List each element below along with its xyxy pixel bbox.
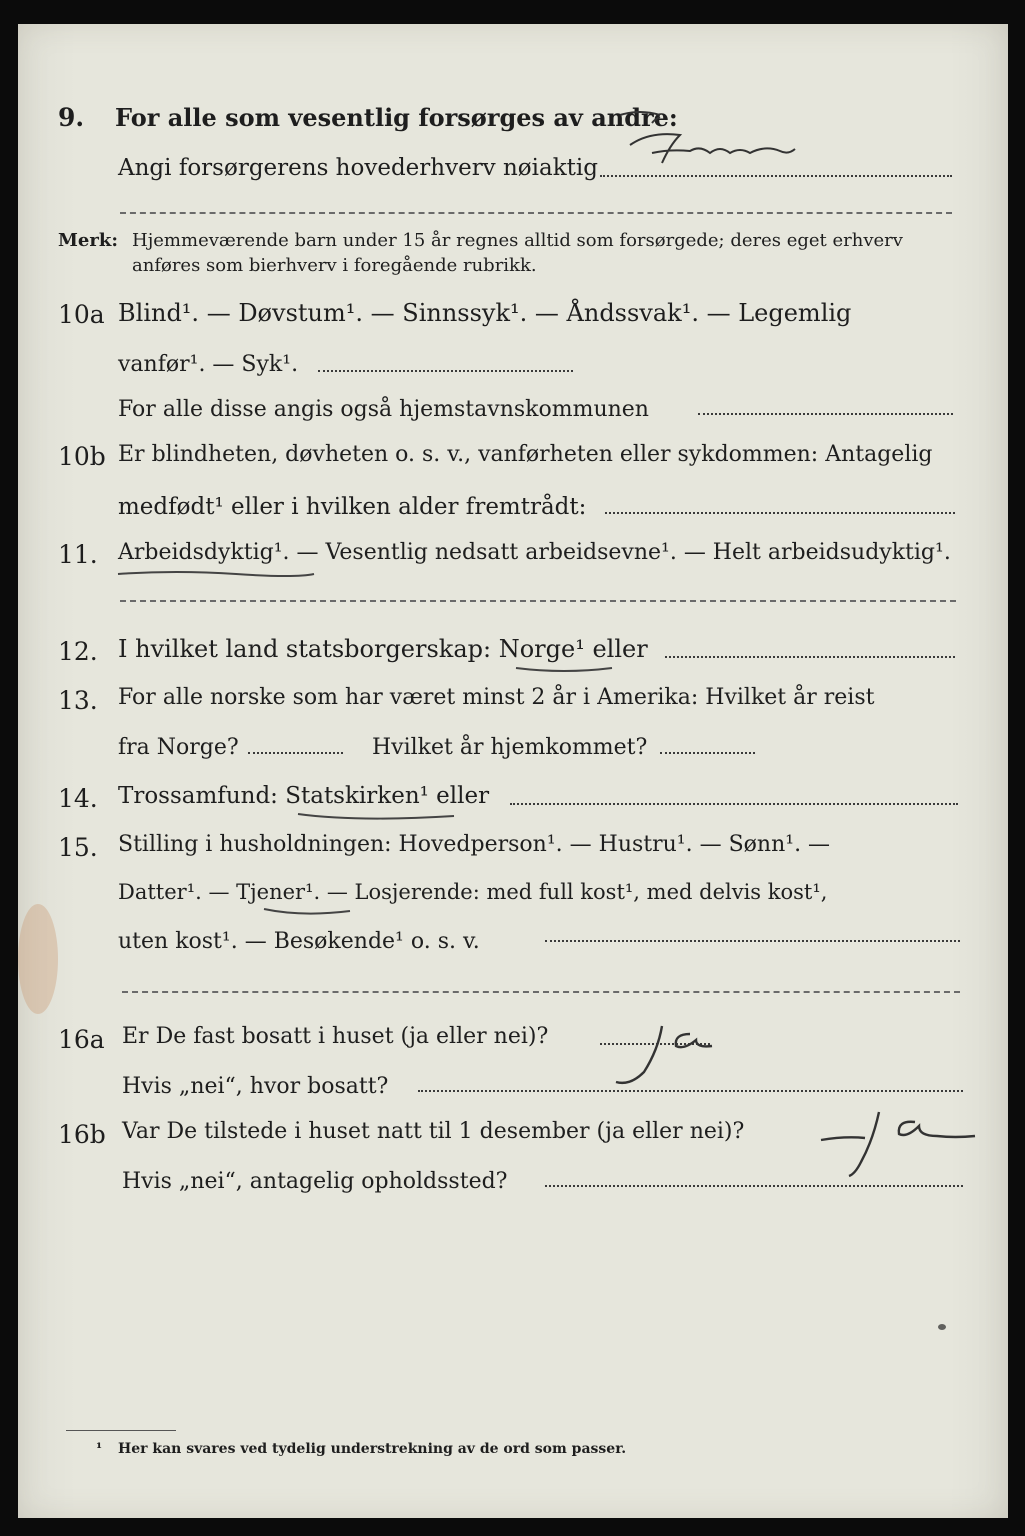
q16a-line2: Hvis „nei“, hvor bosatt?: [122, 1074, 389, 1099]
q14-number: 14.: [58, 784, 98, 813]
q16a-bosatt-line: [418, 1090, 963, 1092]
q9-number: 9.: [58, 103, 85, 132]
q10b-answer-line: [605, 512, 955, 514]
merk-label: Merk:: [58, 230, 118, 251]
q15-line1: Stilling i husholdningen: Hovedperson¹. — Hustru¹. — Sønn¹. —: [118, 832, 831, 857]
q10a-line2: vanfør¹. — Syk¹.: [118, 352, 299, 377]
q12-line1: I hvilket land statsborgerskap: Norge¹ eller: [118, 635, 648, 663]
q16b-line2: Hvis „nei“, antagelig opholdssted?: [122, 1169, 508, 1194]
q13-line2b: Hvilket år hjemkommet?: [372, 735, 648, 760]
q13-reist-line: [248, 752, 343, 754]
q10a-number: 10a: [58, 300, 105, 329]
q16b-number: 16b: [58, 1120, 106, 1149]
q11-line1: Arbeidsdyktig¹. — Vesentlig nedsatt arbeidsevne¹. — Helt arbeidsudyktig¹.: [118, 540, 951, 565]
q16a-answer-line: [600, 1043, 710, 1045]
q9-answer-line: [600, 175, 952, 177]
q10a-line1: Blind¹. — Døvstum¹. — Sinnssyk¹. — Åndssvak¹. — Legemlig: [118, 299, 852, 327]
merk-line1: Hjemmeværende barn under 15 år regnes alltid som forsørgede; deres eget erhverv: [132, 230, 903, 251]
paper-stain: [938, 1324, 946, 1330]
q16b-answer-line: [545, 1185, 963, 1187]
q14-answer-line: [510, 803, 958, 805]
q16a-number: 16a: [58, 1025, 105, 1054]
q9-continuation-line: [120, 212, 952, 214]
q15-number: 15.: [58, 833, 98, 862]
q9-line1: For alle som vesentlig forsørges av andre:: [115, 103, 678, 132]
q11-continuation-line: [120, 600, 956, 602]
q11-number: 11.: [58, 540, 98, 569]
q13-line2a: fra Norge?: [118, 735, 239, 760]
paper-stain: [18, 904, 58, 1014]
footnote-mark: ¹: [96, 1441, 103, 1457]
q14-line1: Trossamfund: Statskirken¹ eller: [118, 783, 490, 809]
q10a-answer-line: [698, 413, 953, 415]
q10b-number: 10b: [58, 442, 106, 471]
q13-hjemkommet-line: [660, 752, 755, 754]
q10b-line2: medfødt¹ eller i hvilken alder fremtrådt:: [118, 494, 587, 520]
q16a-line1: Er De fast bosatt i huset (ja eller nei)?: [122, 1024, 549, 1049]
footnote-separator: [66, 1430, 176, 1431]
q13-number: 13.: [58, 686, 98, 715]
merk-line2: anføres som bierhverv i foregående rubrikk.: [132, 255, 537, 276]
q10a-line3: For alle disse angis også hjemstavnskommunen: [118, 397, 649, 422]
footnote-text: Her kan svares ved tydelig understrekning av de ord som passer.: [118, 1441, 627, 1457]
q9-line2: Angi forsørgerens hovederhverv nøiaktig: [118, 155, 598, 181]
q10a-syk-line: [318, 370, 573, 372]
q15-line3: uten kost¹. — Besøkende¹ o. s. v.: [118, 929, 480, 954]
q10b-line1: Er blindheten, døvheten o. s. v., vanførheten eller sykdommen: Antagelig: [118, 442, 933, 467]
q12-number: 12.: [58, 637, 98, 666]
q16b-line1: Var De tilstede i huset natt til 1 desember (ja eller nei)?: [122, 1119, 745, 1144]
q13-line1: For alle norske som har været minst 2 år i Amerika: Hvilket år reist: [118, 685, 875, 710]
q15-answer-line: [545, 940, 960, 942]
q15-line2: Datter¹. — Tjener¹. — Losjerende: med full kost¹, med delvis kost¹,: [118, 880, 828, 904]
q12-answer-line: [665, 656, 955, 658]
q15-continuation-line: [122, 991, 960, 993]
